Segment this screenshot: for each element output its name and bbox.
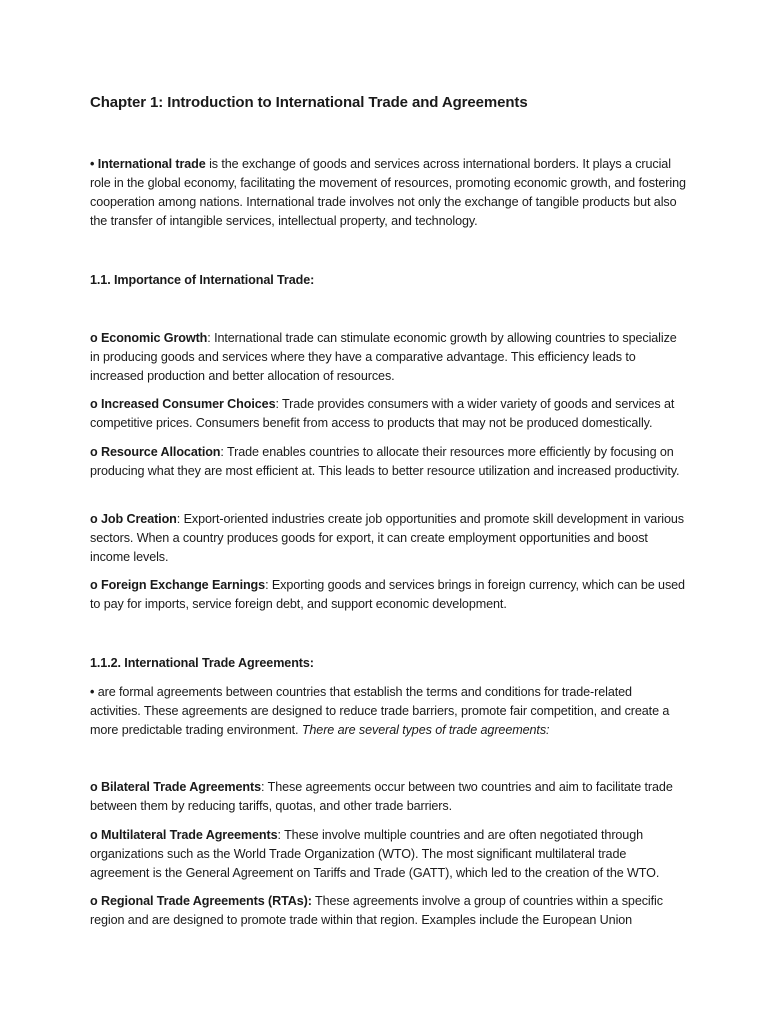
list-item-job-creation [90, 510, 686, 567]
item-term: Resource Allocation [101, 445, 221, 459]
list-item-resource-allocation [90, 443, 686, 481]
agreements-intro-bullet: • [90, 685, 95, 699]
item-marker: o [90, 512, 98, 526]
intro-text: is the exchange of goods and services across international borders. It plays a crucial role in the global economy, facilitating the movement of resources, promoting economic growth, and fostering cooperation among nations. International trade involves not only the exchange of tangible products but also the transfer of intangible services, intellectual property, and technology. [90, 157, 686, 228]
intro-bullet: • [90, 157, 95, 171]
item-text: : Trade provides consumers with a wider variety of goods and services at competitive prices. Consumers benefit from access to products that may not be produced domestically. [90, 397, 675, 430]
item-term: Multilateral Trade Agreements [101, 828, 278, 842]
agreements-intro-italic: There are several types of trade agreements: [301, 723, 550, 737]
list-item-bilateral [90, 778, 686, 816]
item-text: : Trade enables countries to allocate their resources more efficiently by focusing on producing what they are most efficient at. This leads to better resource utilization and increased productivity. [90, 445, 680, 478]
list-item-regional [90, 892, 686, 930]
item-term: Increased Consumer Choices [101, 397, 276, 411]
item-text: These agreements involve a group of countries within a specific region and are designed to promote trade within that region. Examples include the European Union [90, 894, 663, 927]
item-term: Bilateral Trade Agreements [101, 780, 262, 794]
item-marker: o [90, 397, 98, 411]
item-term: Job Creation [101, 512, 177, 526]
item-text: : Export-oriented industries create job opportunities and promote skill development in various sectors. When a country produces goods for export, it can create employment opportunities and boost income levels. [90, 512, 685, 564]
list-item-consumer-choices [90, 395, 686, 433]
list-item-foreign-exchange [90, 576, 686, 614]
item-marker: o [90, 828, 98, 842]
list-item-economic-growth [90, 329, 686, 386]
item-text: : These involve multiple countries and are often negotiated through organizations such as the World Trade Organization (WTO). The most significant multilateral trade agreement is the General Agreement on Tariffs and Trade (GATT), which led to the creation of the WTO. [90, 828, 660, 880]
item-marker: o [90, 894, 98, 908]
item-text: : These agreements occur between two countries and aim to facilitate trade between them by reducing tariffs, quotas, and other trade barriers. [90, 780, 673, 813]
item-text: : International trade can stimulate economic growth by allowing countries to specialize in producing goods and services where they have a comparative advantage. This efficiency leads to increased production and better allocation of resources. [90, 331, 677, 383]
chapter-title: Chapter 1: Introduction to International Trade and Agreements [90, 94, 528, 111]
list-item-multilateral [90, 826, 686, 883]
section-heading-agreements: 1.1.2. International Trade Agreements: [90, 656, 314, 670]
item-text: : Exporting goods and services brings in foreign currency, which can be used to pay for imports, service foreign debt, and support economic development. [90, 578, 685, 611]
intro-term: International trade [97, 157, 206, 171]
agreements-intro-text: are formal agreements between countries that establish the terms and conditions for trade-related activities. These agreements are designed to reduce trade barriers, promote fair competition, and create a more predictable trading environment. [90, 685, 670, 737]
item-marker: o [90, 578, 98, 592]
agreements-intro-paragraph [90, 683, 686, 740]
intro-paragraph [90, 155, 686, 231]
item-marker: o [90, 780, 98, 794]
item-marker: o [90, 331, 98, 345]
item-term: Foreign Exchange Earnings [101, 578, 266, 592]
item-term: Economic Growth [101, 331, 208, 345]
section-heading-importance: 1.1. Importance of International Trade: [90, 273, 315, 287]
item-marker: o [90, 445, 98, 459]
item-term: Regional Trade Agreements (RTAs): [101, 894, 312, 908]
